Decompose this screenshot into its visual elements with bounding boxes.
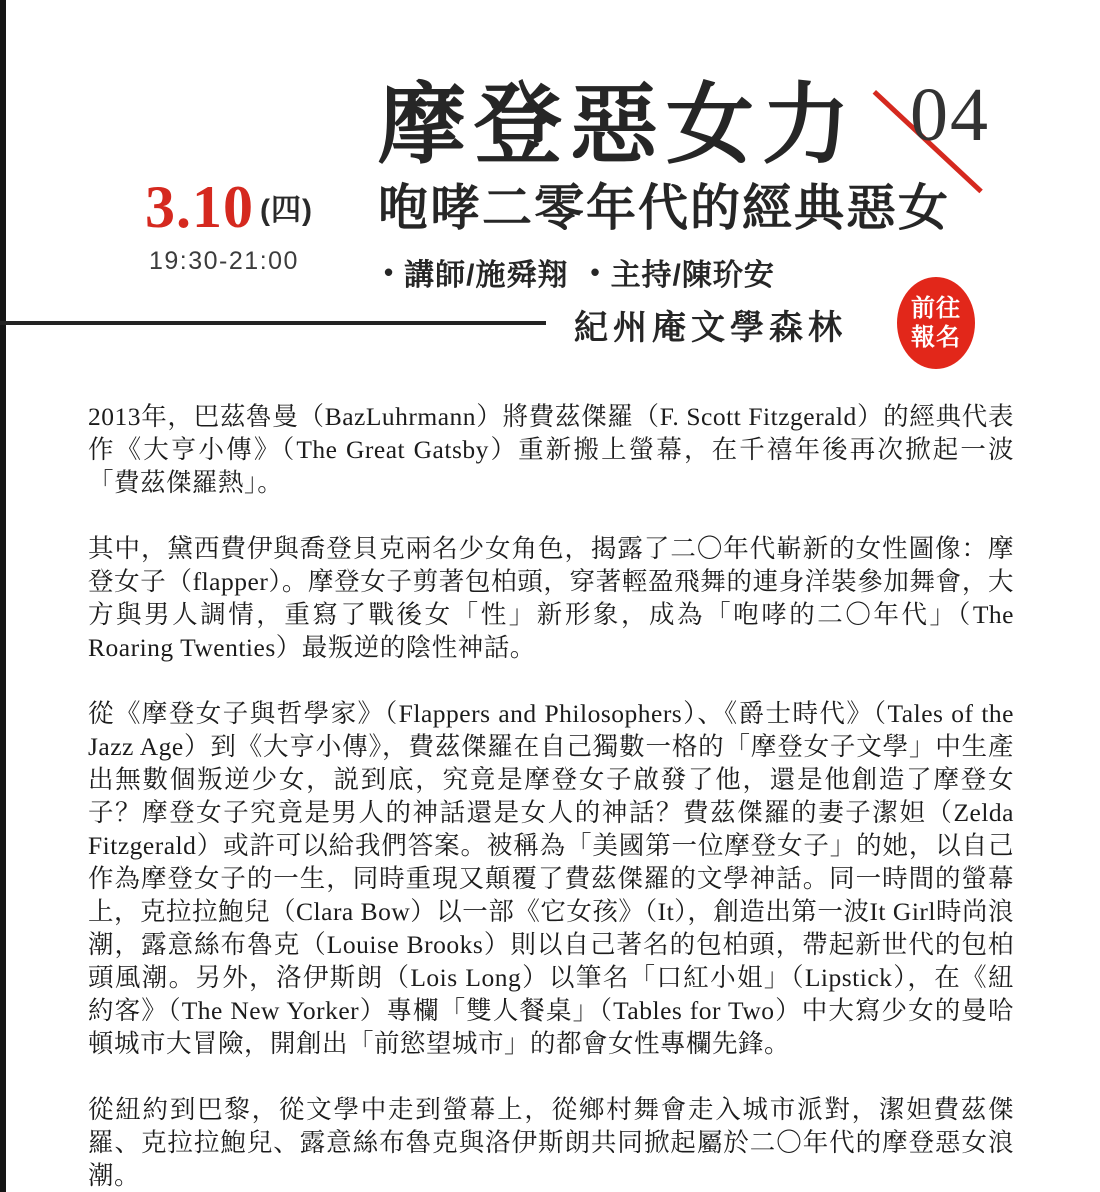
bullet-icon: •: [384, 256, 395, 287]
body-text: [88, 400, 1014, 1192]
weekday-label: (四): [260, 194, 313, 227]
event-subtitle: 咆哮二零年代的經典惡女: [378, 180, 950, 236]
host-label: 主持/陳玠安: [610, 259, 775, 292]
left-edge-bar: [0, 0, 6, 1192]
session-number: 04: [910, 73, 990, 157]
event-title: 摩登惡女力: [378, 78, 859, 175]
bullet-icon: •: [590, 256, 601, 287]
signup-label-line1: 前往: [911, 295, 961, 322]
venue-label: 紀州庵文學森林: [574, 309, 847, 347]
event-time: 19:30-21:00: [149, 247, 299, 275]
paragraph: 從紐約到巴黎，從文學中走到螢幕上，從鄉村舞會走入城市派對，潔妲費茲傑羅、克拉拉鮑兒、露意絲布魯克與洛伊斯朗共同掀起屬於二〇年代的摩登惡女浪潮。: [88, 1095, 1014, 1190]
event-date: [145, 176, 313, 238]
lecturer-label: 講師/施舜翔: [404, 259, 569, 292]
horizontal-rule: [0, 321, 546, 325]
signup-button[interactable]: [897, 277, 975, 369]
signup-label-line2: 報名: [911, 324, 961, 351]
speakers-line: [384, 250, 775, 294]
paragraph: 從《摩登女子與哲學家》（Flappers and Philosophers）、《爵士時代》（Tales of the Jazz Age）到《大亨小傳》，費茲傑羅在自己獨數一格的「摩登女子文學」中生產出無數個叛逆少女，説到底，究竟是摩登女子啟發了他，還是他創造了摩登女子？摩登女子究竟是男人的神話還是女人的神話？費茲傑羅的妻子潔妲（Zelda Fitzgerald）或許可以給我們答案。被稱為「美國第一位摩登女子」的她，以自己作為摩登女子的一生，同時重現又顛覆了費茲傑羅的文學神話。同一時間的螢幕上，克拉拉鮑兒（Clara Bow）以一部《它女孩》（It），創造出第一波It Girl時尚浪潮，露意絲布魯克（Louise Brooks）則以自己著名的包柏頭，帶起新世代的包柏頭風潮。另外，洛伊斯朗（Lois Long）以筆名「口紅小姐」（Lipstick），在《紐約客》（The New Yorker）專欄「雙人餐桌」（Tables for Two）中大寫少女的曼哈頓城市大冒險，開創出「前慾望城市」的都會女性專欄先鋒。: [88, 699, 1014, 1058]
paragraph: 其中，黛西費伊與喬登貝克兩名少女角色，揭露了二〇年代嶄新的女性圖像：摩登女子（flapper）。摩登女子剪著包柏頭，穿著輕盈飛舞的連身洋裝參加舞會，大方與男人調情，重寫了戰後女「性」新形象，成為「咆哮的二〇年代」（The Roaring Twenties）最叛逆的陰性神話。: [88, 534, 1014, 662]
date-value: 3.10: [145, 174, 254, 240]
paragraph: 2013年，巴茲魯曼（BazLuhrmann）將費茲傑羅（F. Scott Fitzgerald）的經典代表作《大亨小傳》（The Great Gatsby）重新搬上螢幕，在千禧年後再次掀起一波「費茲傑羅熱」。: [88, 402, 1014, 497]
